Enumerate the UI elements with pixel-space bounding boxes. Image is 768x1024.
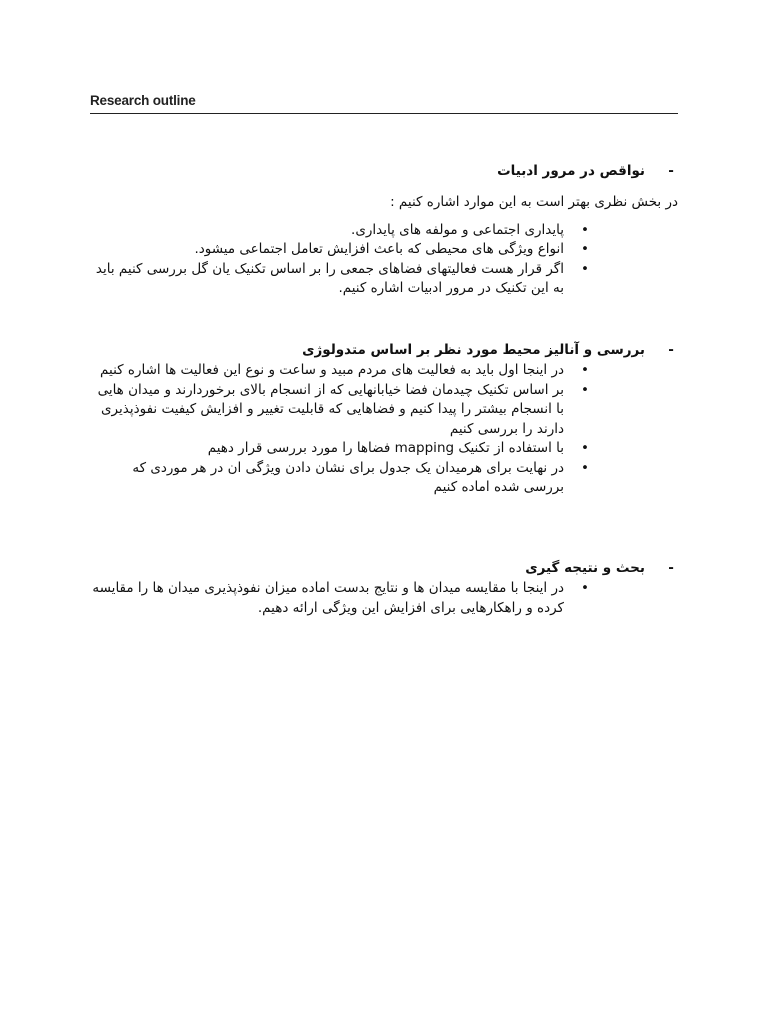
section-intro: در بخش نظری بهتر است به این موارد اشاره کنیم : <box>390 194 678 210</box>
list-item <box>90 381 678 440</box>
bullet-list <box>90 579 678 618</box>
section-site-analysis <box>90 341 678 498</box>
list-item <box>90 260 678 299</box>
list-item-text: در نهایت برای هرمیدان یک جدول برای نشان دادن ویژگی ان در هر موردی که بررسی شده اماده کنیم <box>132 459 564 495</box>
section-heading <box>90 559 678 579</box>
section-heading-text: بحث و نتیجه گیری <box>525 560 645 576</box>
heading-dash: - <box>668 163 674 179</box>
section-literature-gaps <box>90 162 678 299</box>
section-heading-text: بررسی و آنالیز محیط مورد نظر بر اساس متدولوژی <box>302 342 645 358</box>
list-item <box>90 579 678 618</box>
page-header <box>90 93 678 114</box>
list-item <box>90 459 678 498</box>
running-header-title: Research outline <box>90 93 196 108</box>
section-heading <box>90 162 678 182</box>
section-heading <box>90 341 678 361</box>
list-item <box>90 221 678 241</box>
list-item-text: پایداری اجتماعی و مولفه های پایداری. <box>351 221 564 238</box>
list-item-text: اگر قرار هست فعالیتهای فضاهای جمعی را بر اساس تکنیک یان گل بررسی کنیم باید به این تکنیک در مرور ادبیات اشاره کنیم. <box>95 260 564 296</box>
list-item-text: با استفاده از تکنیک mapping فضاها را مورد بررسی قرار دهیم <box>207 440 564 456</box>
bullet-icon: • <box>581 381 589 398</box>
bullet-icon: • <box>581 459 589 476</box>
list-item-text: در اینجا اول باید به فعالیت های مردم مبید و ساعت و نوع این فعالیت ها اشاره کنیم <box>100 362 564 378</box>
bullet-icon: • <box>581 241 589 257</box>
list-item <box>90 361 678 381</box>
section-heading-text: نواقص در مرور ادبیات <box>497 163 645 179</box>
list-item-text: انواع ویژگی های محیطی که باعث افزایش تعامل اجتماعی میشود. <box>194 241 564 257</box>
bullet-list <box>90 221 678 299</box>
list-item <box>90 439 678 459</box>
bullet-icon: • <box>581 580 589 596</box>
heading-dash: - <box>668 560 674 576</box>
bullet-icon: • <box>581 362 589 378</box>
list-item-text: در اینجا با مقایسه میدان ها و نتایج بدست اماده میزان نفوذپذیری میدان ها را مقایسه کرده و راهکارهایی برای افزایش این ویژگی ارائه دهیم. <box>92 580 564 616</box>
bullet-icon: • <box>581 260 589 277</box>
list-item <box>90 240 678 260</box>
list-item-text: بر اساس تکنیک چیدمان فضا خیابانهایی که از انسجام بالای برخوردارند و میدان هایی با انسجام بیشتر را پیدا کنیم و فضاهایی که قابلیت تغییر و افزایش کیفیت نفوذپذیری دارند را بررسی کنیم <box>97 381 564 437</box>
bullet-list <box>90 361 678 498</box>
bullet-icon: • <box>581 440 589 456</box>
section-discussion-conclusion <box>90 559 678 618</box>
heading-dash: - <box>668 342 674 358</box>
bullet-icon: • <box>581 221 589 238</box>
